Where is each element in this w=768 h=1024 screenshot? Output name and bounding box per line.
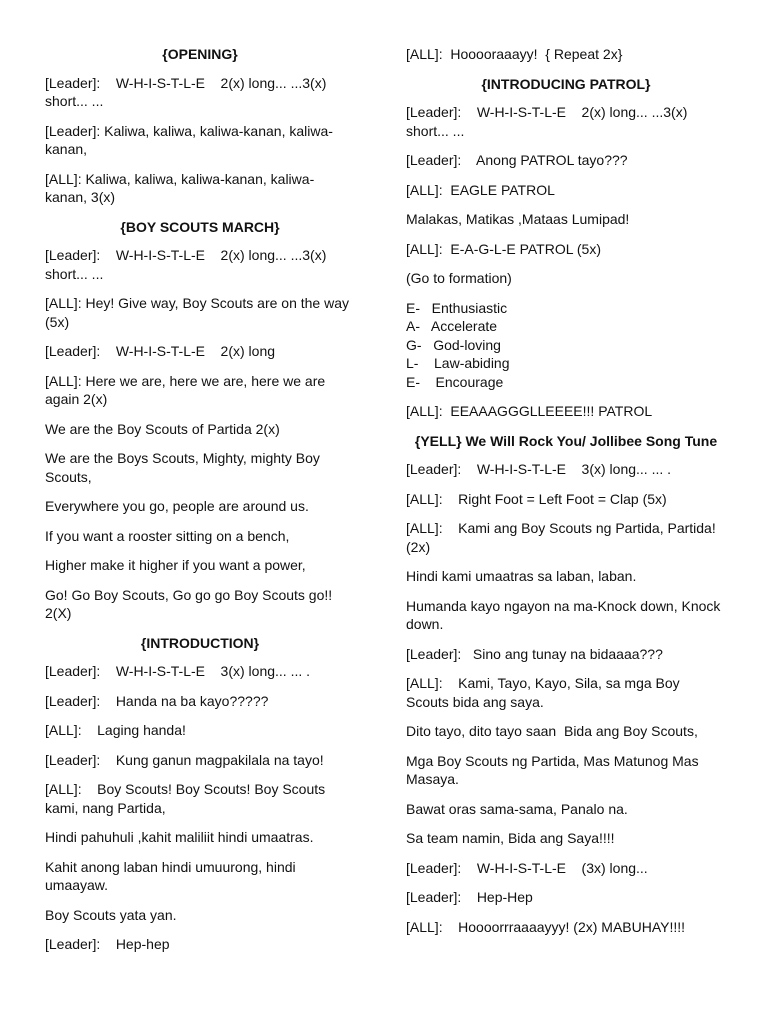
text-line: [ALL]: Kami, Tayo, Kayo, Sila, sa mga Boy Scouts bida ang saya. — [406, 675, 684, 710]
acronym-list-item: L- Law-abiding — [406, 355, 510, 371]
text-line: [Leader]: Kaliwa, kaliwa, kaliwa-kanan, kaliwa-kanan, — [45, 122, 333, 157]
acronym-list-item: A- Accelerate — [406, 318, 498, 334]
text-line: Bawat oras sama-sama, Panalo na. — [406, 800, 628, 817]
text-line: [ALL]: Hoooоraaayy! { Repeat 2x} — [406, 46, 623, 62]
acronym-list-item: G- God-loving — [406, 336, 501, 353]
acronym-list-item: E- Enthusiastic — [406, 299, 508, 316]
text-line: Kahit anong laban hindi umuurong, hindi umaayaw. — [45, 858, 300, 893]
text-line: Boy Scouts yata yan. — [45, 906, 177, 923]
text-line: Higher make it higher if you want a power, — [45, 557, 306, 573]
text-line: Everywhere you go, people are around us. — [45, 498, 309, 514]
text-line: If you want a rooster sitting on a bench, — [45, 527, 290, 544]
section-heading: {INTRODUCING PATROL} — [481, 75, 651, 92]
text-line: Go! Go Boy Scouts, Go go go Boy Scouts go!! 2(X) — [45, 586, 337, 621]
text-line: Dito tayo, dito tayo saan Bida ang Boy Scouts, — [406, 723, 698, 739]
text-line: [Leader]: W-H-I-S-T-L-E 2(x) long... ...3(x) short... ... — [45, 74, 331, 109]
text-line: [ALL]: Kami ang Boy Scouts ng Partida, Partida! (2x) — [406, 520, 720, 555]
section-heading: {OPENING} — [162, 46, 238, 62]
text-line: [Leader]: Hep-Hep — [406, 889, 533, 905]
text-line: [Leader]: Anong PATROL tayo??? — [406, 152, 628, 168]
acronym-list-item: E- Encourage — [406, 373, 504, 390]
section-heading: {YELL} We Will Rock You/ Jollibee Song Tune — [414, 432, 718, 449]
right-column — [406, 45, 726, 947]
text-line: [ALL]: E-A-G-L-E PATROL (5x) — [406, 240, 602, 257]
text-line: [Leader]: W-H-I-S-T-L-E 3(x) long... ... . — [406, 461, 672, 477]
text-line: [ALL]: Kaliwa, kaliwa, kaliwa-kanan, kaliwa-kanan, 3(x) — [45, 170, 315, 205]
text-line: Malakas, Matikas ,Mataas Lumipad! — [406, 211, 630, 227]
text-line: [Leader]: Sino ang tunay na bidaaaa??? — [406, 645, 663, 662]
text-line: (Go to formation) — [406, 270, 512, 286]
section-heading: {INTRODUCTION} — [140, 634, 260, 651]
text-line: [Leader]: Hep-hep — [45, 936, 170, 952]
text-line: Hindi kami umaatras sa laban, laban. — [406, 568, 637, 584]
section-heading: {BOY SCOUTS MARCH} — [120, 218, 280, 235]
text-line: [Leader]: W-H-I-S-T-L-E (3x) long... — [406, 859, 648, 876]
text-line: [ALL]: Right Foot = Left Foot = Clap (5x) — [406, 490, 667, 507]
text-line: [ALL]: EEAAAGGGLLEEEE!!! PATROL — [406, 403, 653, 419]
text-line: [ALL]: Here we are, here we are, here we are again 2(x) — [45, 372, 330, 407]
text-line: [ALL]: Boy Scouts! Boy Scouts! Boy Scouts kami, nang Partida, — [45, 781, 330, 816]
acronym-list — [406, 299, 726, 392]
text-line: [Leader]: Kung ganun magpakilala na tayo! — [45, 751, 324, 768]
text-line: We are the Boys Scouts, Mighty, mighty Boy Scouts, — [45, 450, 324, 485]
text-line: We are the Boy Scouts of Partida 2(x) — [45, 420, 280, 437]
text-line: [Leader]: W-H-I-S-T-L-E 2(x) long — [45, 343, 276, 359]
text-line: Humanda kayo ngayon na ma-Knock down, Knock down. — [406, 597, 725, 632]
text-line: Sa team namin, Bida ang Saya!!!! — [406, 830, 615, 846]
text-line: [Leader]: W-H-I-S-T-L-E 3(x) long... ... . — [45, 663, 311, 679]
text-line: [ALL]: Laging handa! — [45, 722, 186, 738]
text-line: [Leader]: Handa na ba kayo????? — [45, 692, 269, 709]
text-line: [ALL]: Hoooorrraaaayyy! (2x) MABUHAY!!!! — [406, 918, 686, 935]
text-line: [Leader]: W-H-I-S-T-L-E 2(x) long... ...3(x) short... ... — [406, 104, 692, 139]
text-line: [Leader]: W-H-I-S-T-L-E 2(x) long... ...3(x) short... ... — [45, 247, 331, 282]
text-line: [ALL]: EAGLE PATROL — [406, 181, 555, 198]
text-line: Hindi pahuhuli ,kahit maliliit hindi umaatras. — [45, 829, 314, 845]
left-column — [45, 45, 355, 965]
text-line: Mga Boy Scouts ng Partida, Mas Matunog Mas Masaya. — [406, 752, 703, 787]
text-line: [ALL]: Hey! Give way, Boy Scouts are on the way (5x) — [45, 295, 353, 330]
